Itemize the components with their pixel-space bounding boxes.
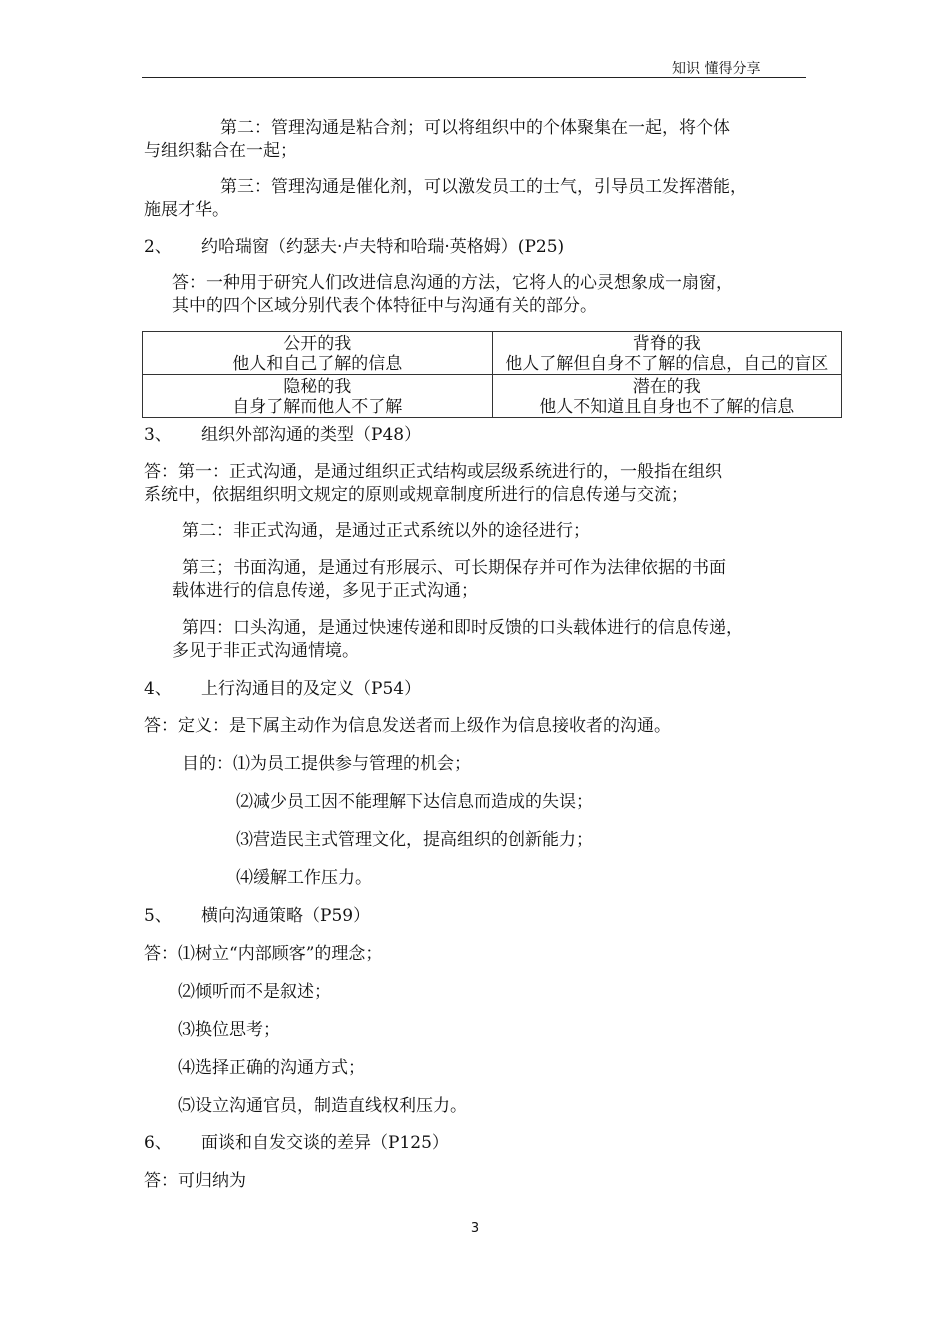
list-item: 答：⑴树立“内部顾客”的理念； xyxy=(144,944,383,964)
paragraph-line: 多见于非正式沟通情境。 xyxy=(172,641,359,661)
list-item: ⑵倾听而不是叙述； xyxy=(178,982,331,1002)
question-title: 横向沟通策略（P59） xyxy=(201,906,371,926)
cell-description: 他人了解但自身不了解的信息，自己的盲区 xyxy=(505,354,829,374)
table-cell-hidden-self xyxy=(143,375,493,418)
list-item: ⑷选择正确的沟通方式； xyxy=(178,1058,365,1078)
paragraph-line: 目的：⑴为员工提供参与管理的机会； xyxy=(182,754,471,774)
paragraph-line: 施展才华。 xyxy=(144,200,229,220)
cell-description: 自身了解而他人不了解 xyxy=(232,397,403,417)
list-item: ⑸设立沟通官员，制造直线权利压力。 xyxy=(178,1096,467,1116)
paragraph-line: 答：第一：正式沟通，是通过组织正式结构或层级系统进行的，一般指在组织 xyxy=(144,462,722,482)
list-item: ⑶营造民主式管理文化，提高组织的创新能力； xyxy=(236,830,593,850)
cell-title: 隐秘的我 xyxy=(283,377,352,397)
question-number: 2、 xyxy=(144,237,172,257)
paragraph-line: 答：可归纳为 xyxy=(144,1171,246,1191)
list-item: ⑶换位思考； xyxy=(178,1020,280,1040)
cell-description: 他人和自己了解的信息 xyxy=(232,354,403,374)
paragraph-line: 第三；书面沟通，是通过有形展示、可长期保存并可作为法律依据的书面 xyxy=(182,558,726,578)
question-number: 6、 xyxy=(144,1133,172,1153)
question-title: 组织外部沟通的类型（P48） xyxy=(201,425,422,445)
paragraph-line: 答：一种用于研究人们改进信息沟通的方法，它将人的心灵想象成一扇窗， xyxy=(172,273,733,293)
table-cell-open-self xyxy=(143,332,493,375)
paragraph-line: 第三：管理沟通是催化剂，可以激发员工的士气，引导员工发挥潜能， xyxy=(220,177,747,197)
paragraph-line: 系统中，依据组织明文规定的原则或规章制度所进行的信息传递与交流； xyxy=(144,485,688,505)
page-number: 3 xyxy=(470,1221,480,1236)
paragraph-line: 第二：非正式沟通，是通过正式系统以外的途径进行； xyxy=(182,521,590,541)
johari-window-table xyxy=(142,331,842,418)
question-title: 上行沟通目的及定义（P54） xyxy=(201,679,422,699)
paragraph-line: 第二：管理沟通是粘合剂；可以将组织中的个体聚集在一起，将个体 xyxy=(220,118,730,138)
list-item: ⑷缓解工作压力。 xyxy=(236,868,372,888)
table-cell-blind-self xyxy=(492,332,842,375)
question-title: 面谈和自发交谈的差异（P125） xyxy=(201,1133,449,1153)
question-number: 3、 xyxy=(144,425,172,445)
question-number: 4、 xyxy=(144,679,172,699)
cell-description: 他人不知道且自身也不了解的信息 xyxy=(539,397,795,417)
header-divider xyxy=(142,77,806,78)
cell-title: 潜在的我 xyxy=(632,377,701,397)
paragraph-line: 答：定义：是下属主动作为信息发送者而上级作为信息接收者的沟通。 xyxy=(144,716,671,736)
paragraph-line: 第四：口头沟通，是通过快速传递和即时反馈的口头载体进行的信息传递， xyxy=(182,618,743,638)
question-title: 约哈瑞窗（约瑟夫·卢夫特和哈瑞·英格姆）(P25) xyxy=(201,237,565,257)
header-text: 知识 懂得分享 xyxy=(672,61,761,77)
paragraph-line: 载体进行的信息传递，多见于正式沟通； xyxy=(172,581,478,601)
table-cell-unknown-self xyxy=(492,375,842,418)
list-item: ⑵减少员工因不能理解下达信息而造成的失误； xyxy=(236,792,593,812)
paragraph-line: 其中的四个区域分别代表个体特征中与沟通有关的部分。 xyxy=(172,296,597,316)
question-number: 5、 xyxy=(144,906,172,926)
cell-title: 背脊的我 xyxy=(632,334,701,354)
cell-title: 公开的我 xyxy=(283,334,352,354)
paragraph-line: 与组织黏合在一起； xyxy=(144,141,297,161)
